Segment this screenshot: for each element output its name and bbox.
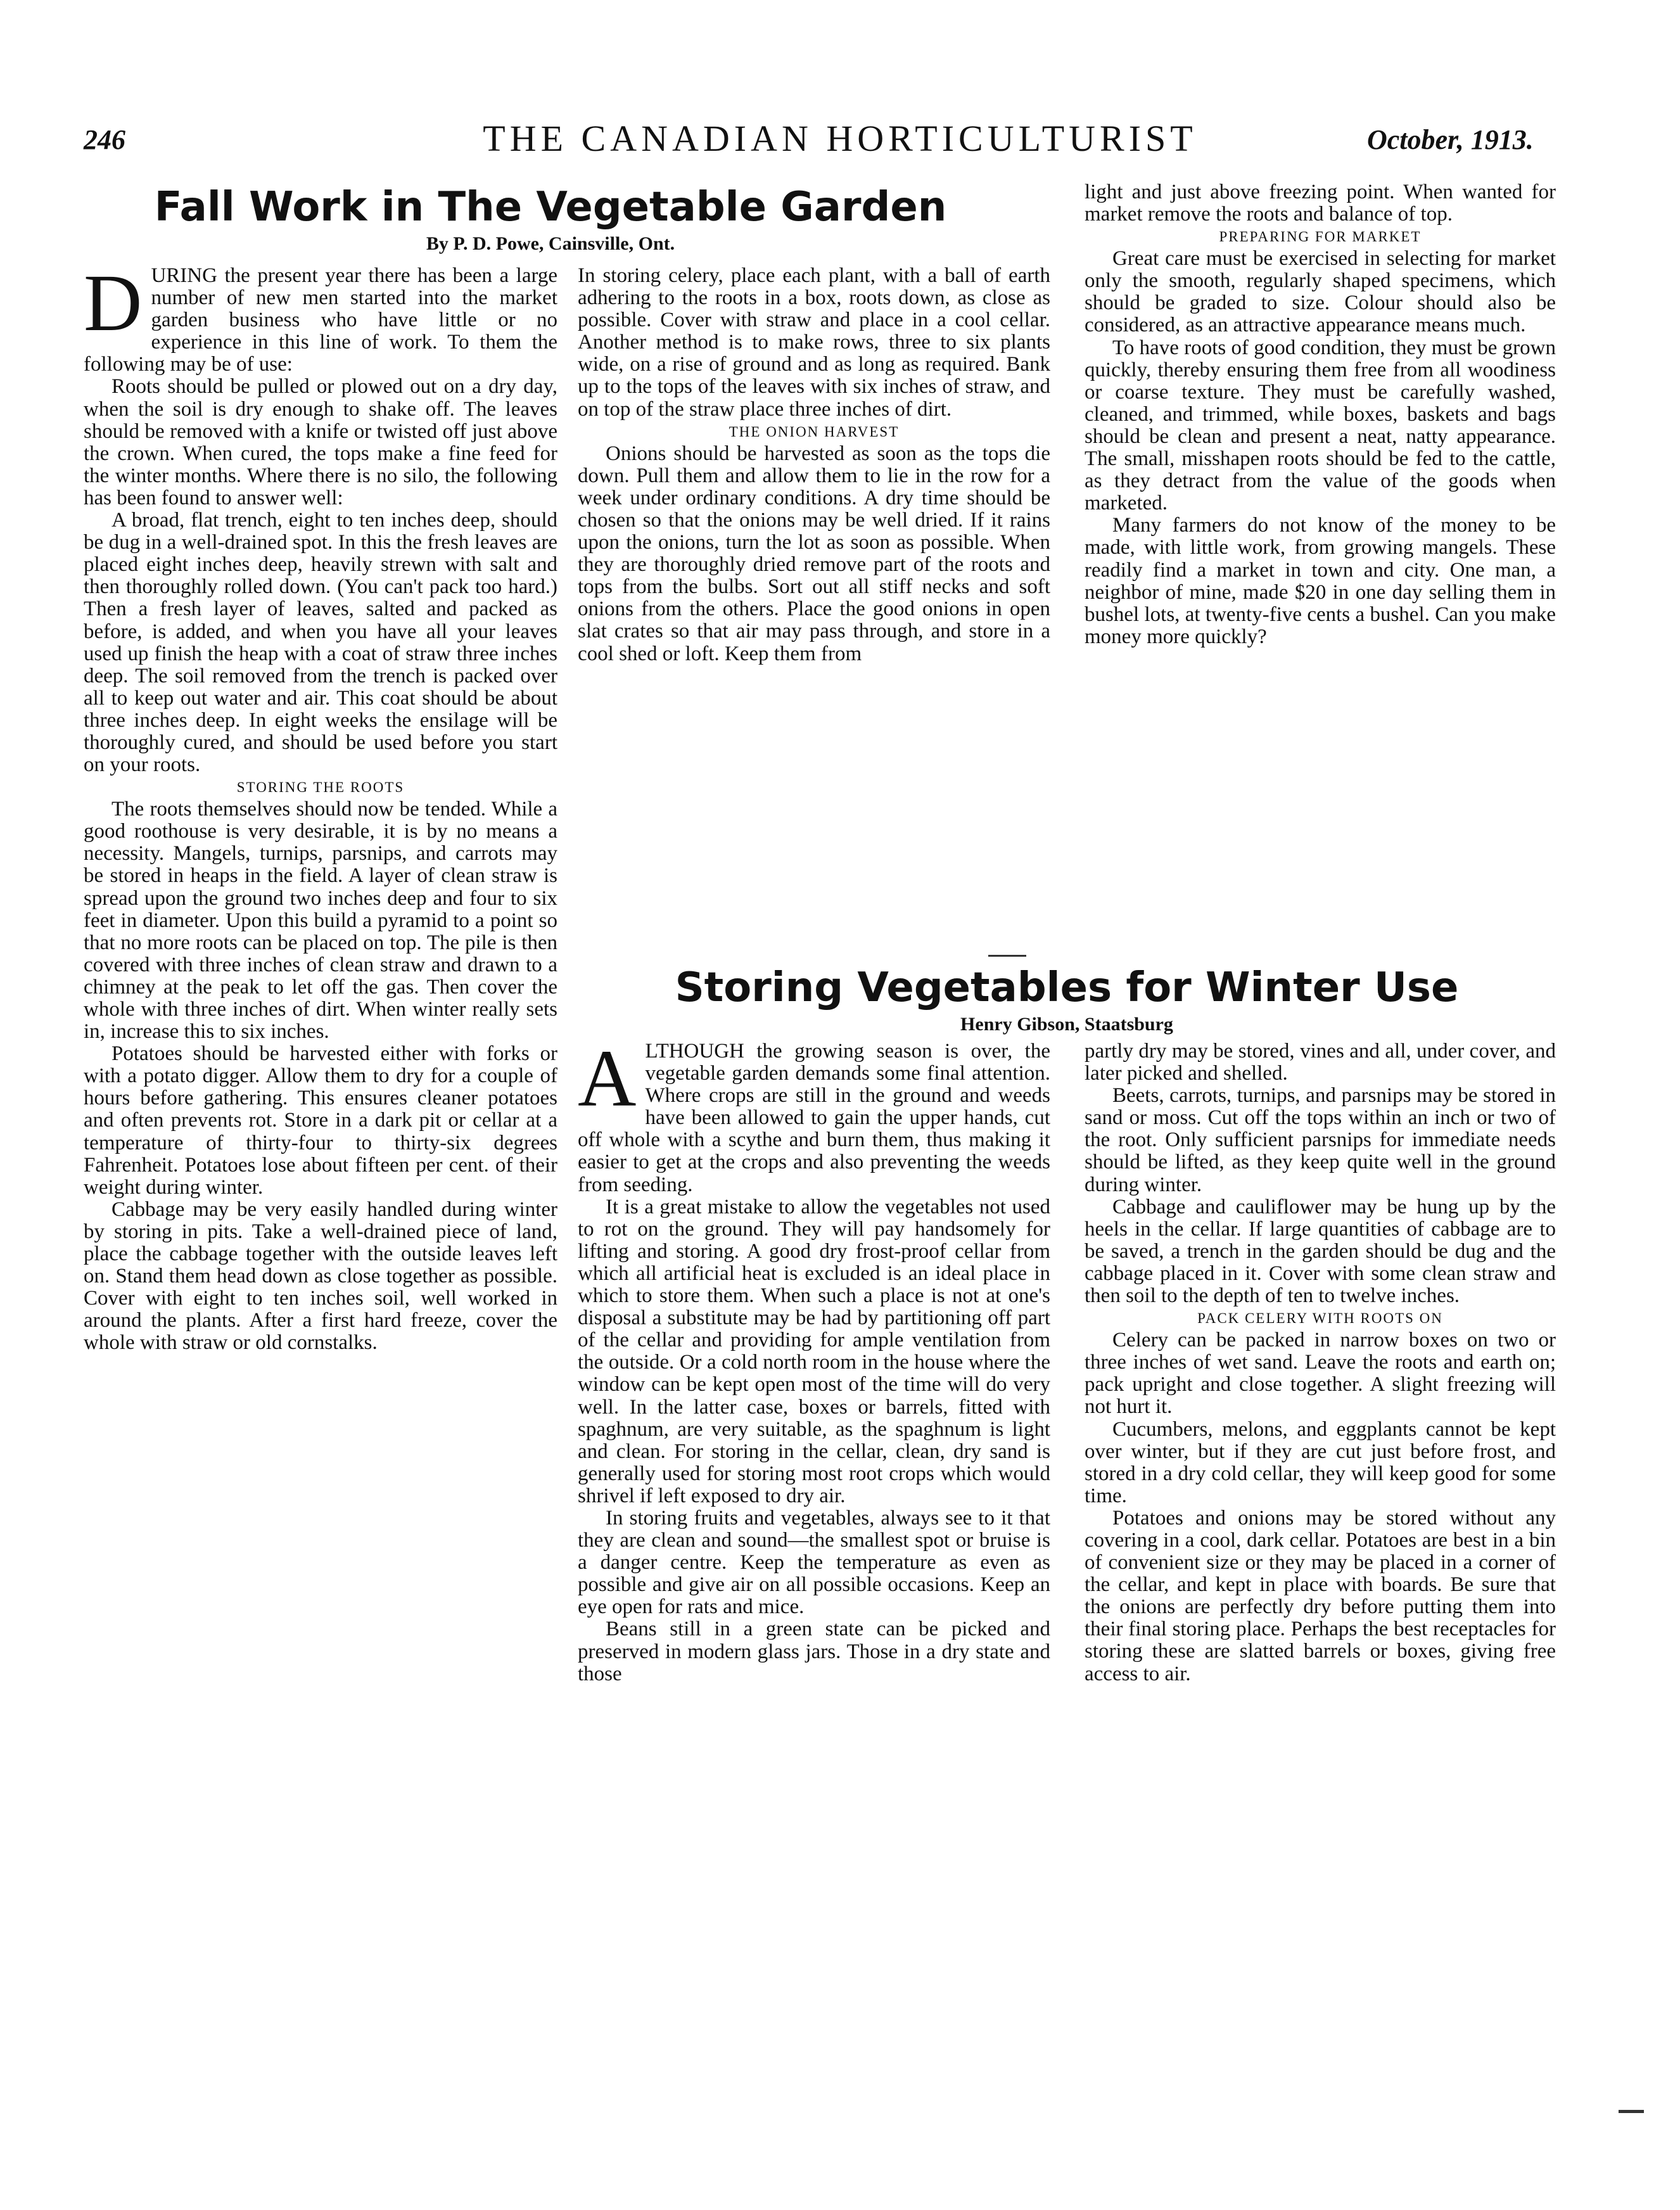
paragraph: A broad, flat trench, eight to ten inches deep, should be dug in a well-drained spot. In this the fresh leaves are placed eight inches deep, heavily strewn with salt and then thoroughly rolled down. (You can't pack too hard.) Then a fresh layer of leaves, salted and packed as before, is added, and when you have all your leaves used up finish the heap with a coat of straw three inches deep. The soil removed from the trench is packed over all to keep out water and air. This coat should be about three inches deep. In eight weeks the ensilage will be thoroughly cured, and should be used before you start on your roots. bbox=[84, 509, 557, 777]
article-title-storing-vegetables: Storing Vegetables for Winter Use bbox=[675, 964, 1459, 1011]
paragraph: Beans still in a green state can be picked and preserved in modern glass jars. Those in a dry state and those bbox=[578, 1618, 1050, 1685]
paragraph: Potatoes and onions may be stored without any covering in a cool, dark cellar. Potatoes are best in a bin of convenient size or they may be placed in a corner of the cellar, and kept in place with boards. Be sure that the onions are perfectly dry before putting them into their final storing place. Perhaps the best receptacles for storing these are slatted barrels or boxes, giving free access to air. bbox=[1085, 1506, 1556, 1685]
paragraph: It is a great mistake to allow the vegetables not used to rot on the ground. They will pay handsomely for lifting and storing. A good dry frost-proof cellar from which all artificial heat is excluded is an ideal place in which to store them. When such a place is not at one's disposal a substitute may be had by partitioning off part of the cellar and providing for ample ventilation from the outside. Or a cold north room in the house where the window can be kept open most of the time will do very well. In the latter case, boxes or barrels, fitted with spaghnum, are very suitable, as the spaghnum is light and clean. For storing in the cellar, clean, dry sand is generally used for storing most root crops which would shrivel if left exposed to dry air. bbox=[578, 1195, 1050, 1507]
section-divider bbox=[988, 955, 1026, 957]
paragraph: partly dry may be stored, vines and all, under cover, and later picked and shelled. bbox=[1085, 1040, 1556, 1085]
paragraph: light and just above freezing point. When wanted for market remove the roots and balance of top. bbox=[1085, 181, 1556, 226]
paragraph: Many farmers do not know of the money to be made, with little work, from growing mangels. These readily find a market in town and city. One man, a neighbor of mine, made $20 in one day selling them in bushel lots, at twenty-five cents a bushel. Can you make money more quickly? bbox=[1085, 514, 1556, 648]
subheading: THE ONION HARVEST bbox=[729, 423, 900, 440]
paragraph: Onions should be harvested as soon as the tops die down. Pull them and allow them to lie in the row for a week under ordinary conditions. A dry time should be chosen so that the onions may be well dried. If it rains upon the onions, turn the lot as soon as possible. When they are thoroughly dried remove part of the roots and tops from the bulbs. Sort out all stiff necks and soft onions from the others. Place the good onions in open slat crates so that air may pass through, and store in a cool shed or loft. Keep them from bbox=[578, 442, 1050, 665]
drop-cap: A bbox=[578, 1033, 637, 1123]
paragraph: Cabbage and cauliflower may be hung up by the heels in the cellar. If large quantities of cabbage are to be saved, a trench in the garden should be dug and the cabbage placed in it. Cover with some clean straw and then soil to the depth of ten to twelve inches. bbox=[1085, 1195, 1556, 1308]
paragraph: Beets, carrots, turnips, and parsnips may be stored in sand or moss. Cut off the tops within an inch or two of the root. Only sufficient parsnips for immediate needs should be lifted, as they keep quite well in the ground during winter. bbox=[1085, 1084, 1556, 1196]
paragraph: LTHOUGH the growing season is over, the vegetable garden demands some final attention. Where crops are still in the ground and weeds have been allowed to gain the upper hands, cut off whole with a scythe and burn them, thus making it easier to get at the crops and also preventing the weeds from seeding. bbox=[578, 1040, 1050, 1196]
paragraph: In storing fruits and vegetables, always see to it that they are clean and sound—the smallest spot or bruise is a danger centre. Keep the temperature as even as possible and give air on all possible occasions. Keep an eye open for rats and mice. bbox=[578, 1506, 1050, 1619]
article1-column-1 bbox=[84, 258, 557, 2115]
page-number: 246 bbox=[84, 124, 125, 155]
margin-mark bbox=[1619, 2110, 1644, 2113]
issue-date: October, 1913. bbox=[1367, 124, 1534, 155]
article2-column-3 bbox=[1085, 1040, 1556, 2117]
paragraph: Celery can be packed in narrow boxes on two or three inches of wet sand. Leave the roots and earth on; pack upright and close together. A slight freezing will not hurt it. bbox=[1085, 1329, 1556, 1419]
paragraph: Great care must be exercised in selecting for market only the smooth, regularly shaped specimens, which should be graded to size. Colour should also be considered, as an attractive appearance means much. bbox=[1085, 247, 1556, 337]
subheading: PREPARING FOR MARKET bbox=[1219, 229, 1422, 245]
article-title-fall-work: Fall Work in The Vegetable Garden bbox=[154, 184, 947, 231]
paragraph: Cabbage may be very easily handled during winter by storing in pits. Take a well-drained piece of land, place the cabbage together with the outside leaves left on. Stand them head down as close together as possible. Cover with eight to ten inches soil, well worked in around the plants. After a first hard freeze, cover the whole with straw or old cornstalks. bbox=[84, 1198, 557, 1355]
paragraph: URING the present year there has been a large number of new men started into the market garden business who have little or no experience in this line of work. To them the following may be of use: bbox=[84, 264, 557, 376]
article1-column-2 bbox=[578, 265, 1050, 949]
paragraph: Cucumbers, melons, and eggplants cannot be kept over winter, but if they are cut just before frost, and stored in a dry cold cellar, they will keep good for some time. bbox=[1085, 1417, 1556, 1507]
article1-column-3 bbox=[1085, 181, 1556, 951]
paragraph: In storing celery, place each plant, with a ball of earth adhering to the roots in a box, roots down, as close as possible. Cover with straw and place in a cool cellar. Another method is to make rows, three to six plants wide, on a rise of ground and as long as required. Bank up to the tops of the leaves with six inches of straw, and on top of the straw place three inches of dirt. bbox=[578, 264, 1050, 421]
subheading: PACK CELERY WITH ROOTS ON bbox=[1197, 1310, 1443, 1327]
paragraph: Potatoes should be harvested either with forks or with a potato digger. Allow them to dry for a couple of hours before gathering. This ensures cleaner potatoes and often prevents rot. Store in a dark pit or cellar at a temperature of thirty-four to thirty-six degrees Fahrenheit. Potatoes lose about fifteen per cent. of their weight during winter. bbox=[84, 1042, 557, 1199]
paragraph: To have roots of good condition, they must be grown quickly, thereby ensuring them free from all woodiness or coarse texture. They must be carefully washed, cleaned, and trimmed, while boxes, baskets and bags should be clean and present a neat, natty appearance. The small, misshapen roots should be fed to the cattle, as they detract from the value of the goods when marketed. bbox=[1085, 336, 1556, 515]
subheading: STORING THE ROOTS bbox=[236, 779, 405, 796]
paragraph: Roots should be pulled or plowed out on a dry day, when the soil is dry enough to shake off. The leaves should be removed with a knife or twisted off just above the crown. When cured, the tops make a fine feed for the winter months. Where there is no silo, the following has been found to answer well: bbox=[84, 375, 557, 509]
article2-column-2 bbox=[578, 1033, 1050, 2117]
drop-cap: D bbox=[84, 258, 143, 348]
paragraph: The roots themselves should now be tended. While a good roothouse is very desirable, it is by no means a necessity. Mangels, turnips, parsnips, and carrots may be stored in heaps in the field. A layer of clean straw is spread upon the ground two inches deep and four to six feet in diameter. Upon this build a pyramid to a point so that no more roots can be placed on top. The pile is then covered with three inches of clean straw and drawn to a chimney at the peak to let off the gas. Then cover the whole with three inches of dirt. When winter really sets in, increase this to six inches. bbox=[84, 798, 557, 1044]
article-byline-fall-work: By P. D. Powe, Cainsville, Ont. bbox=[426, 233, 675, 254]
magazine-title: THE CANADIAN HORTICULTURIST bbox=[483, 118, 1197, 159]
article-byline-storing-vegetables: Henry Gibson, Staatsburg bbox=[960, 1014, 1173, 1035]
